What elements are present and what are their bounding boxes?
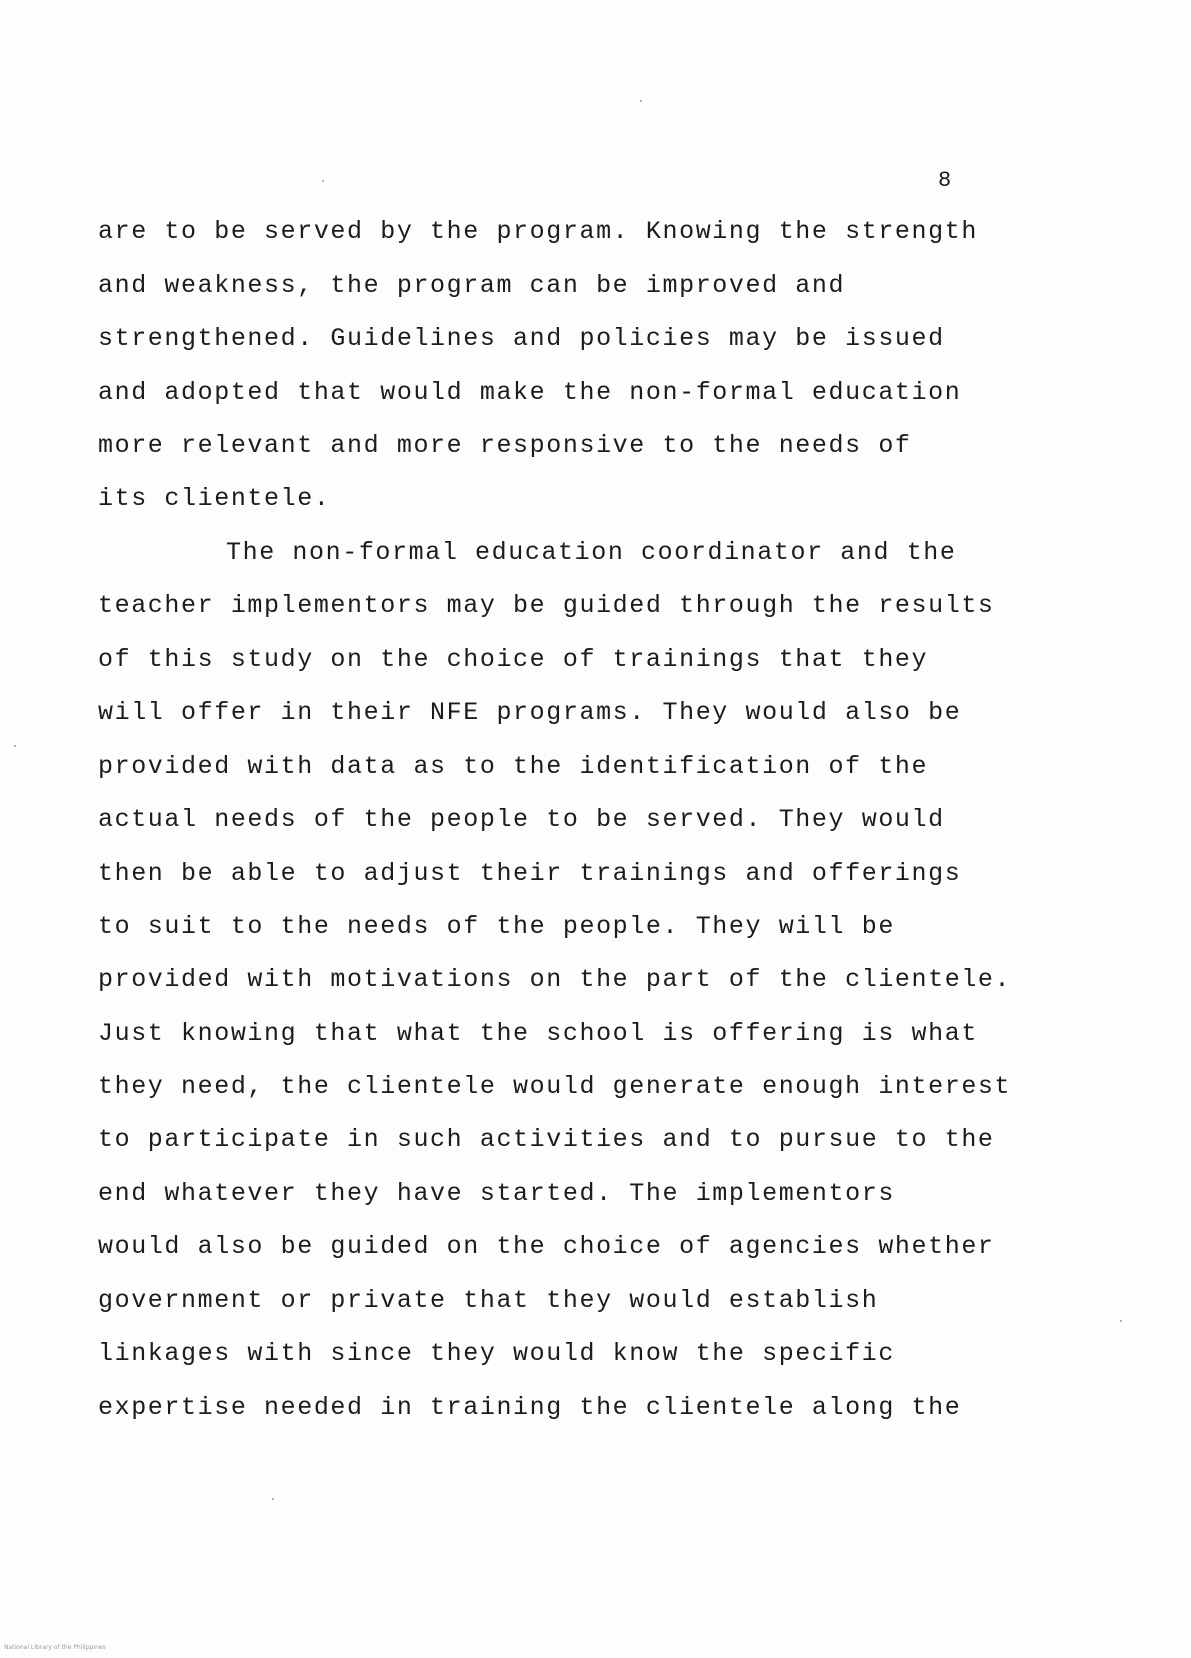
scan-speck: [14, 745, 16, 747]
text-line: its clientele.: [98, 484, 331, 513]
scan-footer: National Library of the Philippines: [4, 1644, 106, 1651]
text-line: more relevant and more responsive to the needs of: [98, 431, 912, 460]
scan-speck: [272, 1498, 274, 1500]
text-line: Just knowing that what the school is offering is what: [98, 1019, 978, 1048]
text-line: will offer in their NFE programs. They would also be: [98, 698, 962, 727]
text-line: actual needs of the people to be served. They would: [98, 805, 945, 834]
text-line: would also be guided on the choice of agencies whether: [98, 1232, 995, 1261]
scan-speck: [322, 180, 324, 182]
text-line: provided with motivations on the part of the clientele.: [98, 965, 1012, 994]
text-line: strengthened. Guidelines and policies may be issued: [98, 324, 945, 353]
text-line: provided with data as to the identification of the: [98, 752, 929, 781]
text-line: end whatever they have started. The implementors: [98, 1179, 895, 1208]
text-line: then be able to adjust their trainings and offerings: [98, 859, 962, 888]
text-line: expertise needed in training the clientele along the: [98, 1393, 962, 1422]
page-number: 8: [938, 168, 953, 193]
text-line: government or private that they would establish: [98, 1286, 879, 1315]
scan-speck: [1120, 1320, 1122, 1322]
text-line: linkages with since they would know the specific: [98, 1339, 895, 1368]
text-line: to suit to the needs of the people. They will be: [98, 912, 895, 941]
paragraph-first-line: The non-formal education coordinator and the: [226, 538, 957, 567]
text-line: and weakness, the program can be improved and: [98, 271, 846, 300]
text-line: of this study on the choice of trainings that they: [98, 645, 929, 674]
text-line: they need, the clientele would generate enough interest: [98, 1072, 1012, 1101]
text-line: are to be served by the program. Knowing the strength: [98, 217, 978, 246]
text-line: to participate in such activities and to pursue to the: [98, 1125, 995, 1154]
text-line: teacher implementors may be guided through the results: [98, 591, 995, 620]
scan-speck: [640, 100, 642, 102]
text-line: and adopted that would make the non-formal education: [98, 378, 962, 407]
